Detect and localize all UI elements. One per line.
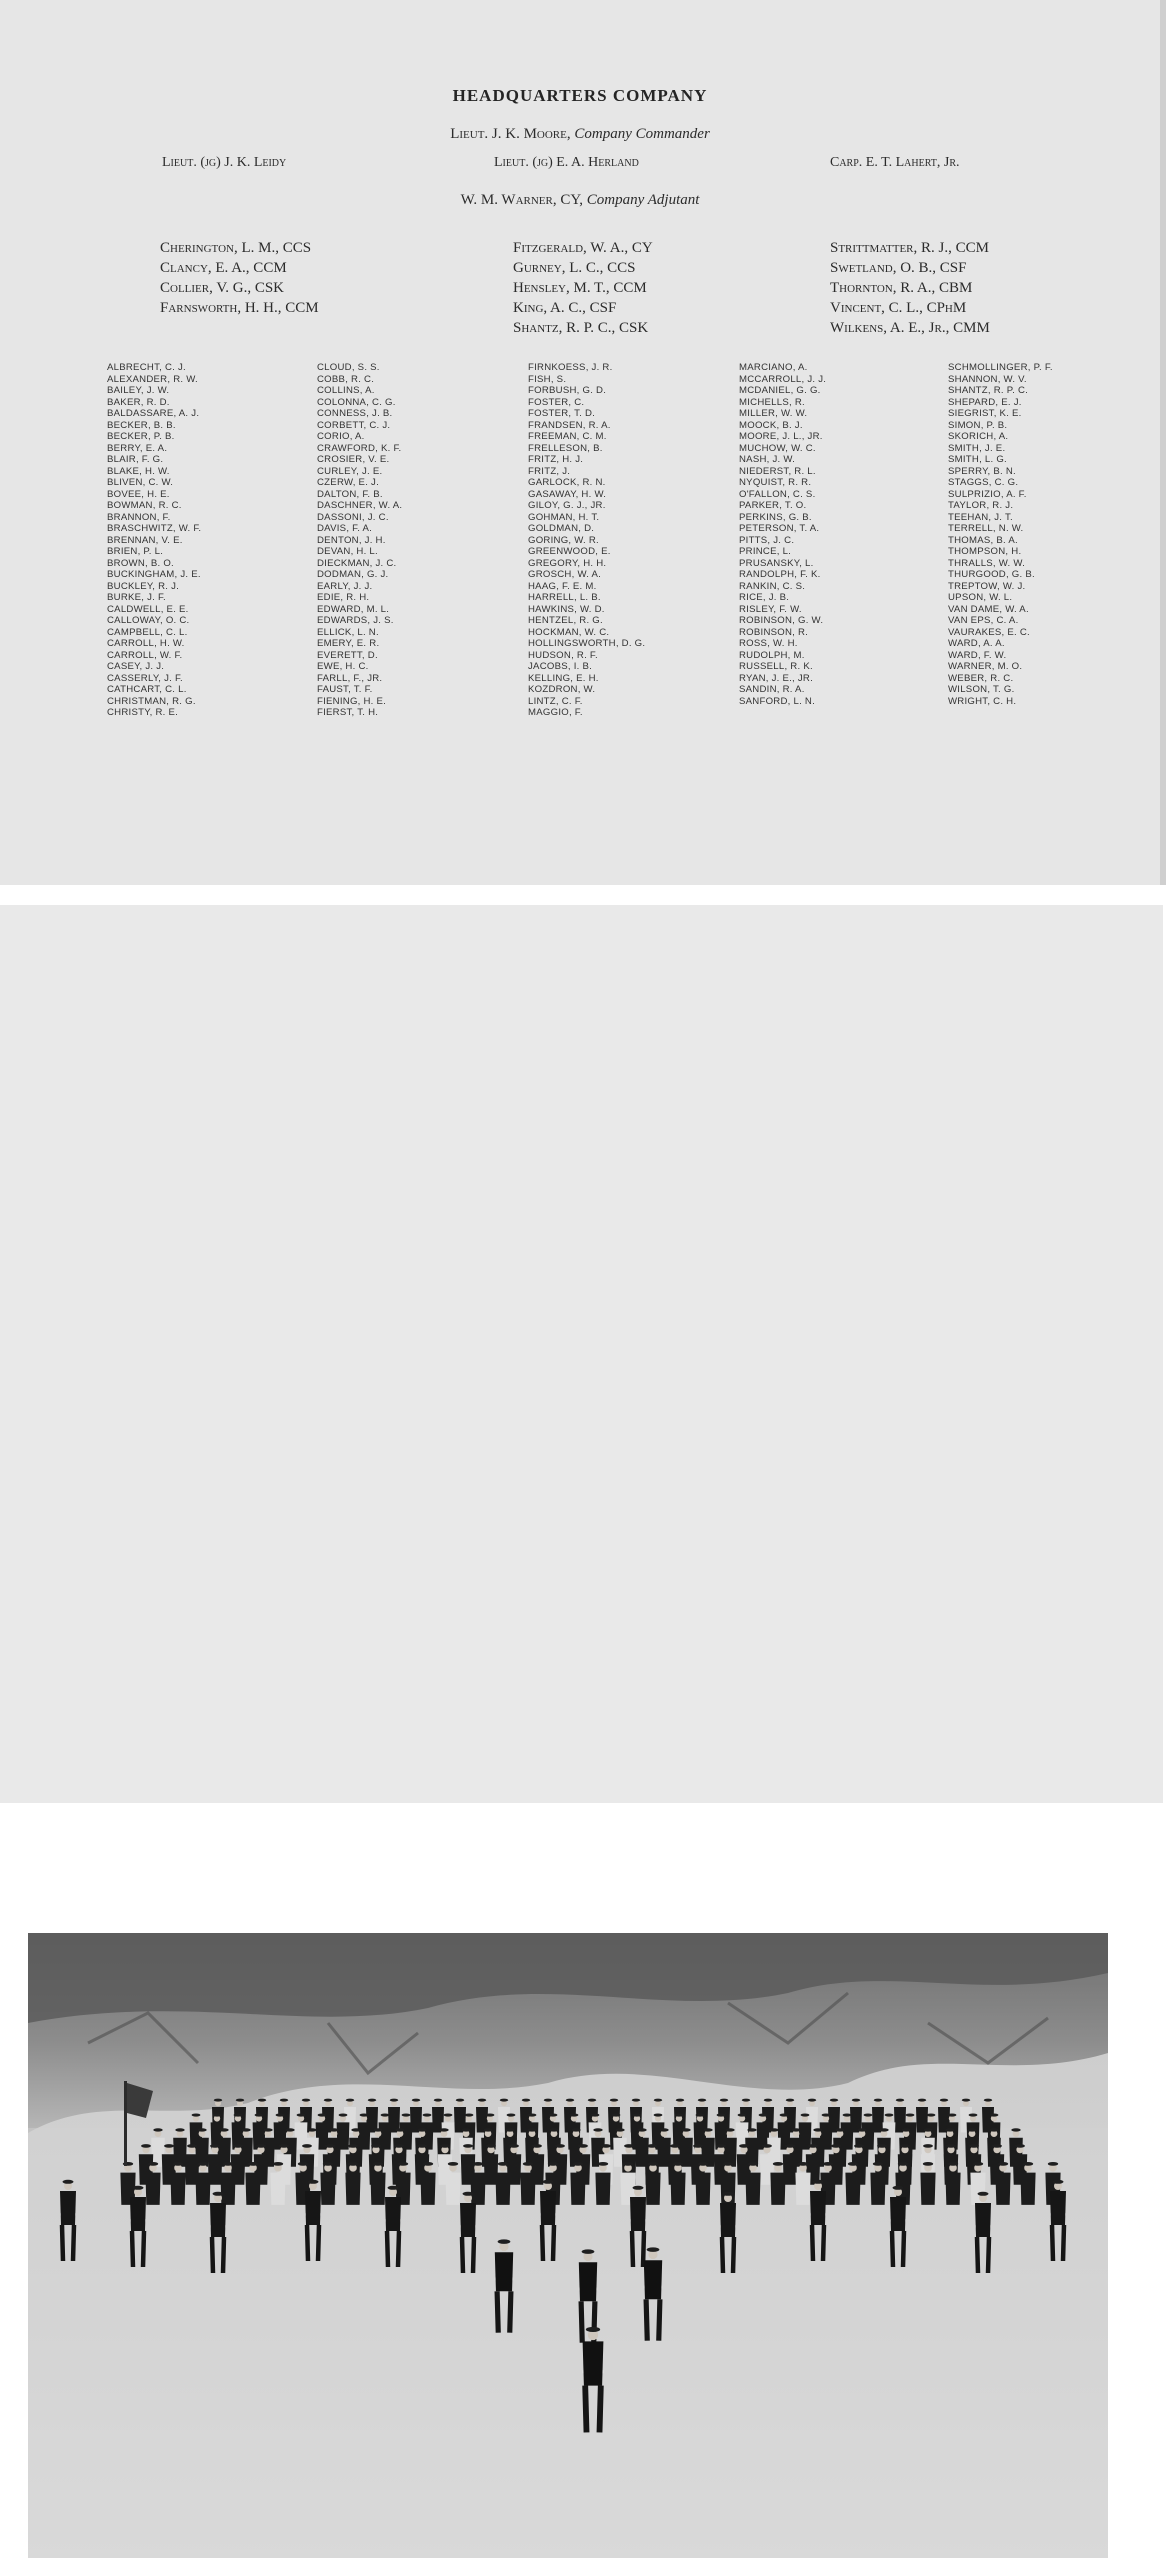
roster-name: LINTZ, C. F. [528,695,583,707]
roster-name: SHANTZ, R. P. C. [948,385,1029,396]
officer-right: Carp. E. T. Lahert, Jr. [830,155,960,170]
roster-column-2 [317,362,402,719]
roster-name: MAGGIO, F. [528,707,583,718]
roster-name: EMERY, E. R. [317,638,380,649]
roster-name: BALDASSARE, A. J. [107,408,200,419]
roster-name: VAN DAME, W. A. [948,603,1029,615]
roster-name: ALEXANDER, R. W. [107,373,198,385]
roster-name: EDWARD, M. L. [317,603,390,615]
roster-name: O'FALLON, C. S. [739,488,816,500]
nco-column-2 [513,238,653,338]
roster-name: DASSONI, J. C. [317,511,389,523]
roster-name: THRALLS, W. W. [948,557,1026,569]
nco-name: King, A. C., CSF [513,300,617,316]
roster-name: WILSON, T. G. [948,684,1015,695]
roster-name: CROSIER, V. E. [317,454,390,465]
nco-name: Swetland, O. B., CSF [830,260,967,276]
roster-name: VAN EPS, C. A. [948,615,1019,626]
commander-name: Lieut. J. K. Moore, [450,126,571,142]
adjutant-role: Company Adjutant [586,192,700,208]
roster-name: RUDOLPH, M. [739,649,805,661]
roster-name: RISLEY, F. W. [739,603,802,615]
roster-name: MCDANIEL, G. G. [739,385,821,396]
roster-name: FRANDSEN, R. A. [528,419,611,431]
roster-name: CALDWELL, E. E. [107,603,189,615]
roster-name: SPERRY, B. N. [948,465,1016,477]
roster-name: CAMPBELL, C. L. [107,626,188,638]
roster-name: BOWMAN, R. C. [107,500,182,511]
roster-name: COBB, R. C. [317,373,375,385]
roster-name: BLAKE, H. W. [107,465,170,477]
roster-name: DEVAN, H. L. [317,546,378,557]
roster-name: GILOY, G. J., JR. [528,500,606,511]
roster-name: FARLL, F., JR. [317,672,383,684]
roster-name: BECKER, B. B. [107,419,176,431]
roster-name: BROWN, B. O. [107,557,174,569]
roster-name: MOOCK, B. J. [739,419,803,431]
roster-name: KELLING, E. H. [528,672,599,684]
roster-name: BRENNAN, V. E. [107,534,183,546]
roster-name: PRUSANSKY, L. [739,557,814,569]
roster-name: GROSCH, W. A. [528,569,602,580]
roster-name: VAURAKES, E. C. [948,626,1030,638]
roster-name: FAUST, T. F. [317,684,373,695]
roster-name: UPSON, W. L. [948,592,1013,603]
page-divider [0,885,1170,905]
roster-name: BUCKINGHAM, J. E. [107,569,201,580]
roster-name: CORBETT, C. J. [317,419,391,431]
roster-name: BERRY, E. A. [107,442,168,454]
nco-name: Thornton, R. A., CBM [830,280,973,296]
photo-page [0,905,1163,1803]
roster-name: CRAWFORD, K. F. [317,442,402,454]
officer-center: Lieut. (jg) E. A. Herland [494,155,639,170]
roster-name: ROSS, W. H. [739,638,798,649]
roster-name: FRITZ, H. J. [528,454,584,465]
roster-column-5 [948,362,1053,707]
roster-name: SIMON, P. B. [948,419,1008,431]
roster-name: MARCIANO, A. [739,362,808,373]
page-title: HEADQUARTERS COMPANY [452,86,708,105]
commander-role: Company Commander [574,126,710,142]
roster-name: BLIVEN, C. W. [107,477,174,488]
nco-name: Strittmatter, R. J., CCM [830,240,989,256]
roster-name: THURGOOD, G. B. [948,569,1035,580]
company-adjutant [0,192,1160,209]
roster-name: WEBER, R. C. [948,672,1014,684]
roster-name: EDIE, R. H. [317,592,370,603]
roster-name: GOLDMAN, D. [528,523,595,534]
roster-name: RANKIN, C. S. [739,580,806,592]
roster-name: THOMPSON, H. [948,546,1022,557]
roster-name: MCCARROLL, J. J. [739,373,827,385]
roster-name: MICHELLS, R. [739,396,805,408]
roster-name: MILLER, W. W. [739,408,808,419]
nco-name: Gurney, L. C., CCS [513,260,636,276]
roster-name: CHRISTY, R. E. [107,707,179,718]
nco-name: Farnsworth, H. H., CCM [160,300,319,316]
roster-name: FIENING, H. E. [317,695,387,707]
roster-name: KOZDRON, W. [528,684,596,695]
roster-page [0,0,1160,885]
roster-name: DALTON, F. B. [317,488,383,500]
roster-name: PARKER, T. O. [739,500,807,511]
roster-name: COLONNA, C. G. [317,396,396,408]
roster-name: BECKER, P. B. [107,431,175,442]
roster-name: FORBUSH, G. D. [528,385,607,396]
roster-name: FOSTER, C. [528,396,585,408]
roster-name: CASSERLY, J. F. [107,672,183,684]
roster-name: WARD, A. A. [948,638,1005,649]
roster-name: HENTZEL, R. G. [528,615,603,626]
roster-name: DAVIS, F. A. [317,523,373,534]
roster-name: BRIEN, P. L. [107,546,164,557]
roster-name: FRELLESON, B. [528,442,603,454]
roster-name: ROBINSON, R. [739,626,809,638]
roster-column-1 [107,362,201,719]
roster-name: THOMAS, B. A. [948,534,1018,546]
roster-name: FIERST, T. H. [317,707,379,718]
roster-name: BUCKLEY, R. J. [107,580,180,592]
roster-name: GOHMAN, H. T. [528,511,600,523]
roster-name: HOCKMAN, W. C. [528,626,610,638]
roster-name: HUDSON, R. F. [528,649,598,661]
roster-name: HAAG, F. E. M. [528,580,597,592]
roster-name: NYQUIST, R. R. [739,477,812,488]
roster-name: NIEDERST, R. L. [739,465,816,477]
roster-name: DENTON, J. H. [317,534,386,546]
roster-name: HARRELL, L. B. [528,592,601,603]
roster-name: GORING, W. R. [528,534,599,546]
nco-name: Vincent, C. L., CPhM [830,300,967,316]
nco-name: Collier, V. G., CSK [160,280,284,296]
roster-name: PITTS, J. C. [739,534,795,546]
roster-name: RANDOLPH, F. K. [739,569,821,580]
roster-name: SIEGRIST, K. E. [948,408,1022,419]
roster-name: CASEY, J. J. [107,661,165,672]
roster-name: EWE, H. C. [317,661,369,672]
roster-name: WARD, F. W. [948,649,1007,661]
roster-name: SKORICH, A. [948,431,1009,442]
roster-name: CATHCART, C. L. [107,684,187,695]
roster-name: TEEHAN, J. T. [948,511,1013,523]
roster-name: BOVEE, H. E. [107,488,170,500]
roster-name: PRINCE, L. [739,546,792,557]
roster-name: SULPRIZIO, A. F. [948,488,1027,500]
roster-name: BURKE, J. F. [107,592,166,603]
roster-name: RUSSELL, R. K. [739,661,813,672]
nco-name: Cherington, L. M., CCS [160,240,312,256]
roster-name: SMITH, L. G. [948,454,1007,465]
roster-name: HAWKINS, W. D. [528,603,605,615]
roster-name: CARROLL, W. F. [107,649,183,661]
roster-column-4 [739,362,826,707]
roster-name: GREENWOOD, E. [528,546,611,557]
nco-name: Clancy, E. A., CCM [160,260,287,276]
roster-name: NASH, J. W. [739,454,796,465]
nco-name: Wilkens, A. E., Jr., CMM [830,320,990,336]
roster-name: SHEPARD, E. J. [948,396,1022,408]
roster-name: DASCHNER, W. A. [317,500,403,511]
roster-name: CALLOWAY, O. C. [107,615,190,626]
roster-name: ELLICK, L. N. [317,626,379,638]
nco-column-3 [830,238,990,338]
roster-name: RICE, J. B. [739,592,790,603]
roster-name: BRANNON, F. [107,511,171,523]
roster-name: FREEMAN, C. M. [528,431,607,442]
nco-column-1 [160,238,319,318]
roster-name: BLAIR, F. G. [107,454,164,465]
roster-name: JACOBS, I. B. [528,661,593,672]
roster-column-3 [528,362,645,719]
roster-name: FIRNKOESS, J. R. [528,362,613,373]
roster-name: ALBRECHT, C. J. [107,362,186,373]
roster-name: ROBINSON, G. W. [739,615,824,626]
roster-name: TERRELL, N. W. [948,523,1024,534]
company-group-photo [28,1933,1108,2558]
roster-name: WRIGHT, C. H. [948,695,1017,707]
roster-name: STAGGS, C. G. [948,477,1019,488]
roster-name: FRITZ, J. [528,465,571,477]
roster-name: RYAN, J. E., JR. [739,672,814,684]
officer-left: Lieut. (jg) J. K. Leidy [162,155,287,170]
roster-name: EARLY, J. J. [317,580,373,592]
roster-name: DIECKMAN, J. C. [317,557,397,569]
roster-name: CORIO, A. [317,431,365,442]
roster-name: FISH, S. [528,373,567,385]
roster-name: EVERETT, D. [317,649,378,661]
roster-name: BAKER, R. D. [107,396,170,408]
roster-name: CLOUD, S. S. [317,362,380,373]
roster-name: CURLEY, J. E. [317,465,383,477]
roster-name: CZERW, E. J. [317,477,379,488]
roster-name: CONNESS, J. B. [317,408,393,419]
roster-name: FOSTER, T. D. [528,408,596,419]
roster-name: WARNER, M. O. [948,661,1023,672]
roster-name: PERKINS, G. B. [739,511,812,523]
adjutant-name: W. M. Warner, CY, [460,192,584,208]
roster-name: MOORE, J. L., JR. [739,431,823,442]
roster-name: CARROLL, H. W. [107,638,185,649]
nco-name: Shantz, R. P. C., CSK [513,320,649,336]
roster-name: BRASCHWITZ, W. F. [107,523,202,534]
roster-name: TREPTOW, W. J. [948,580,1026,592]
roster-name: BAILEY, J. W. [107,385,170,396]
roster-name: EDWARDS, J. S. [317,615,394,626]
roster-name: DODMAN, G. J. [317,569,389,580]
roster-name: SANDIN, R. A. [739,684,805,695]
company-commander [0,126,1160,143]
roster-name: SHANNON, W. V. [948,373,1027,385]
nco-name: Hensley, M. T., CCM [513,280,647,296]
roster-name: GREGORY, H. H. [528,557,607,569]
roster-name: CHRISTMAN, R. G. [107,695,196,707]
roster-name: TAYLOR, R. J. [948,500,1014,511]
roster-name: SMITH, J. E. [948,442,1006,454]
roster-name: HOLLINGSWORTH, D. G. [528,638,646,649]
roster-name: SANFORD, L. N. [739,695,815,707]
roster-name: PETERSON, T. A. [739,523,820,534]
nco-name: Fitzgerald, W. A., CY [513,240,653,256]
roster-name: GARLOCK, R. N. [528,477,606,488]
roster-name: GASAWAY, H. W. [528,488,607,500]
roster-name: MUCHOW, W. C. [739,442,816,454]
roster-name: COLLINS, A. [317,385,375,396]
roster-name: SCHMOLLINGER, P. F. [948,362,1053,373]
